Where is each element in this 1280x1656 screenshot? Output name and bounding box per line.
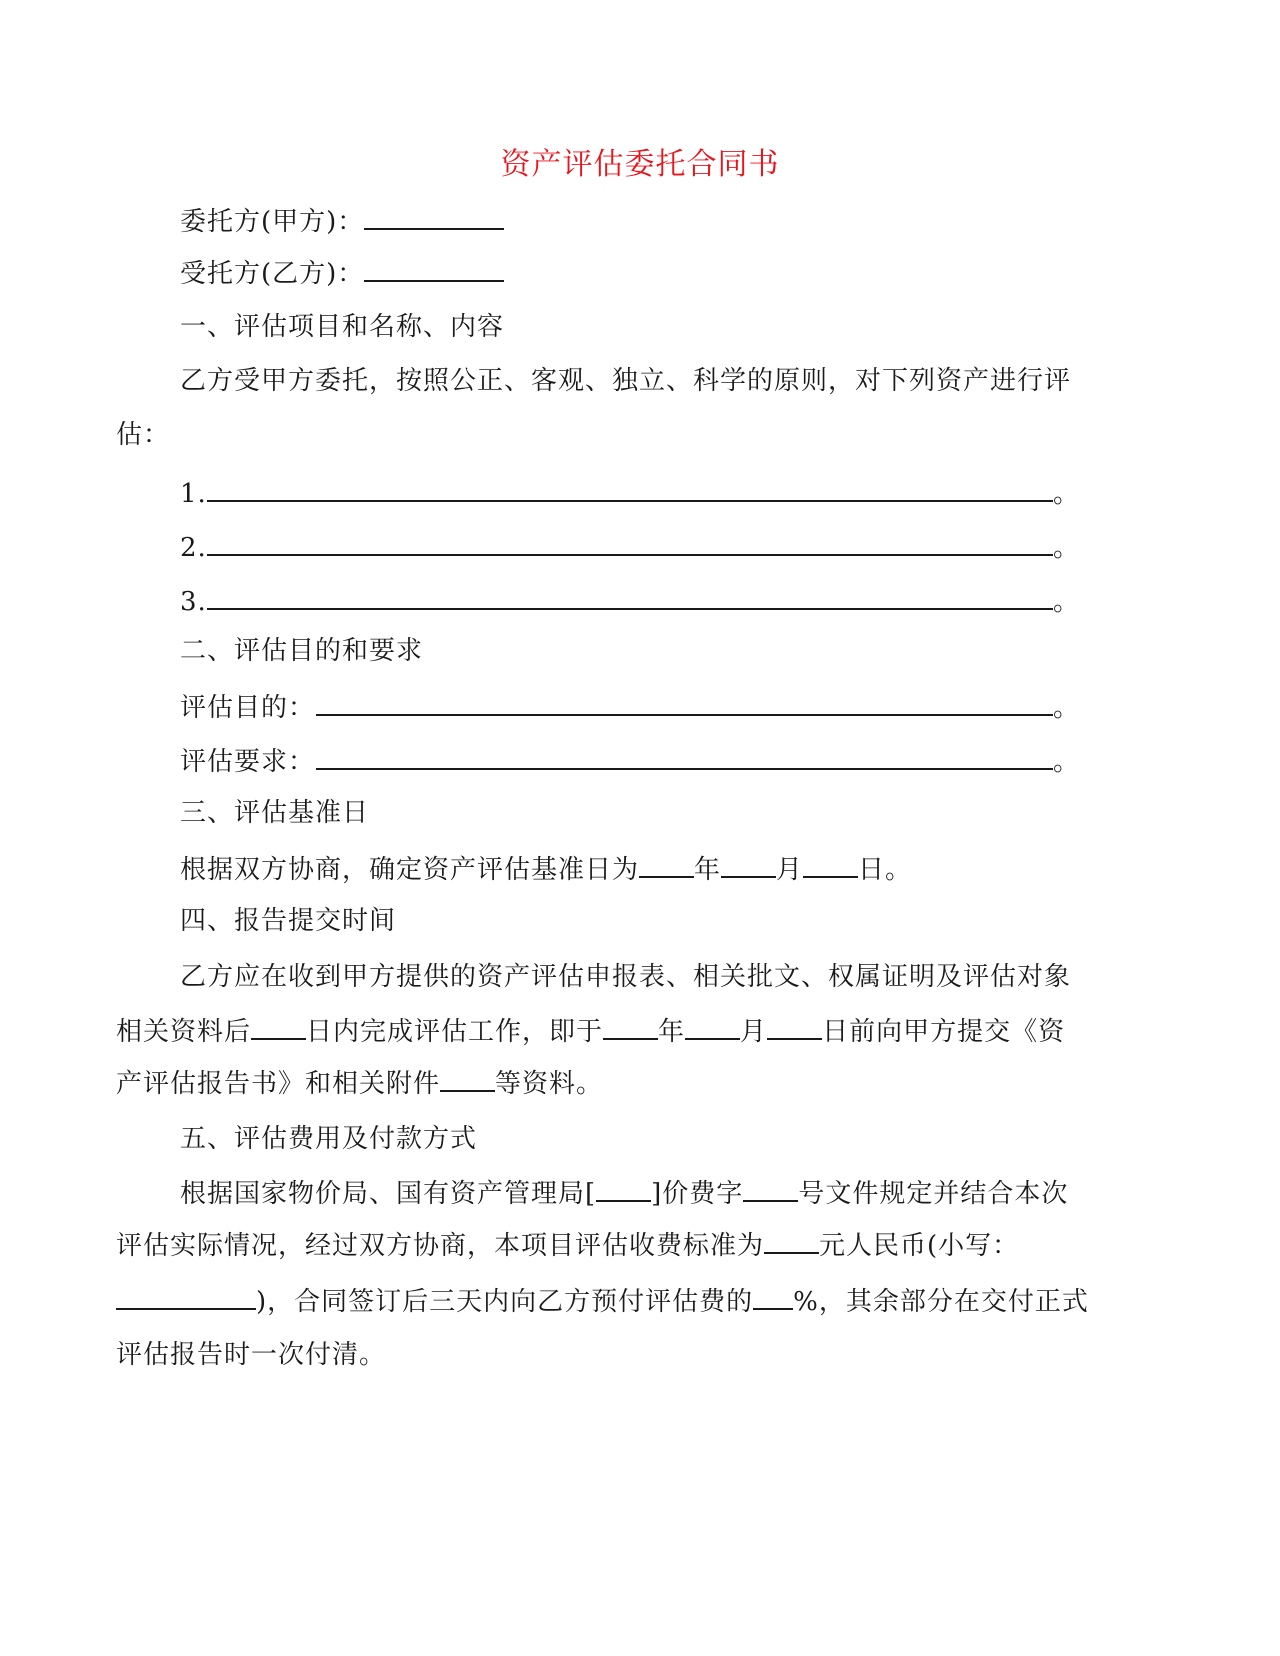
prepay-percent-blank[interactable] (753, 1284, 793, 1310)
text-segment: ]价费字 (651, 1179, 744, 1209)
text-segment: 元人民币(小写： (819, 1231, 1020, 1261)
asset-item-1 (180, 476, 1080, 510)
asset-item-3-number: 3. (180, 587, 207, 617)
section-3-heading: 三、评估基准日 (180, 798, 370, 828)
section-5-heading: 五、评估费用及付款方式 (180, 1124, 478, 1154)
text-segment: 年 (658, 1017, 686, 1047)
purpose-line (180, 690, 1080, 724)
section-1-heading: 一、评估项目和名称、内容 (180, 312, 505, 342)
section-5-line-2 (116, 1228, 1136, 1262)
requirement-label: 评估要求： (180, 747, 316, 777)
purpose-blank[interactable] (316, 690, 1053, 716)
doc-year-blank[interactable] (596, 1176, 651, 1202)
submit-day-blank[interactable] (767, 1014, 822, 1040)
asset-item-1-end: 。 (1052, 479, 1080, 509)
text-segment: 相关资料后 (116, 1017, 252, 1047)
base-date-text: 根据双方协商，确定资产评估基准日为 (180, 855, 640, 885)
text-segment: 根据国家物价局、国有资产管理局[ (180, 1179, 597, 1209)
doc-number-blank[interactable] (743, 1176, 798, 1202)
section-5-line-3 (116, 1284, 1136, 1318)
purpose-end: 。 (1052, 693, 1080, 723)
asset-item-2-end: 。 (1052, 533, 1080, 563)
attachments-blank[interactable] (440, 1066, 495, 1092)
text-segment: 日前向甲方提交《资 (822, 1017, 1066, 1047)
asset-item-2 (180, 530, 1080, 564)
fee-lowercase-blank[interactable] (116, 1284, 256, 1310)
party-b-label: 受托方(乙方)： (180, 259, 365, 289)
asset-item-3 (180, 584, 1080, 618)
section-1-paragraph-line-1: 乙方受甲方委托，按照公正、客观、独立、科学的原则，对下列资产进行评 (180, 366, 1072, 396)
base-year-blank[interactable] (639, 852, 694, 878)
text-segment: 月 (740, 1017, 768, 1047)
text-segment: )，合同签订后三天内向乙方预付评估费的 (256, 1287, 754, 1317)
text-segment: 等资料。 (495, 1069, 604, 1099)
text-segment: 日内完成评估工作，即于 (306, 1017, 604, 1047)
party-b-blank[interactable] (364, 256, 504, 282)
asset-item-3-blank[interactable] (207, 584, 1053, 610)
text-segment: 号文件规定并结合本次 (798, 1179, 1069, 1209)
requirement-end: 。 (1052, 747, 1080, 777)
section-4-line-2 (116, 1014, 1136, 1048)
base-day-blank[interactable] (803, 852, 858, 878)
asset-item-3-end: 。 (1052, 587, 1080, 617)
text-segment: 产评估报告书》和相关附件 (116, 1069, 441, 1099)
base-day-label: 日。 (858, 855, 913, 885)
party-a-label: 委托方(甲方)： (180, 207, 365, 237)
document-title: 资产评估委托合同书 (500, 147, 780, 182)
requirement-line (180, 744, 1080, 778)
section-4-line-3 (116, 1066, 1136, 1100)
days-blank[interactable] (251, 1014, 306, 1040)
fee-amount-blank[interactable] (764, 1228, 819, 1254)
base-month-label: 月 (776, 855, 804, 885)
base-year-label: 年 (694, 855, 722, 885)
section-5-line-4: 评估报告时一次付清。 (116, 1340, 387, 1370)
requirement-blank[interactable] (316, 744, 1053, 770)
section-4-line-1: 乙方应在收到甲方提供的资产评估申报表、相关批文、权属证明及评估对象 (180, 962, 1072, 992)
submit-year-blank[interactable] (603, 1014, 658, 1040)
section-4-heading: 四、报告提交时间 (180, 906, 397, 936)
purpose-label: 评估目的： (180, 693, 316, 723)
base-month-blank[interactable] (721, 852, 776, 878)
party-b-line (180, 256, 1136, 290)
asset-item-1-blank[interactable] (207, 476, 1053, 502)
asset-item-1-number: 1. (180, 479, 207, 509)
base-date-line (180, 852, 1136, 886)
section-5-line-1 (180, 1176, 1136, 1210)
asset-item-2-number: 2. (180, 533, 207, 563)
text-segment: 评估实际情况，经过双方协商，本项目评估收费标准为 (116, 1231, 765, 1261)
submit-month-blank[interactable] (685, 1014, 740, 1040)
section-2-heading: 二、评估目的和要求 (180, 636, 424, 666)
party-a-line (180, 204, 1136, 238)
asset-item-2-blank[interactable] (207, 530, 1053, 556)
party-a-blank[interactable] (364, 204, 504, 230)
text-segment: %，其余部分在交付正式 (793, 1287, 1089, 1317)
section-1-paragraph-line-2: 估： (116, 420, 171, 450)
